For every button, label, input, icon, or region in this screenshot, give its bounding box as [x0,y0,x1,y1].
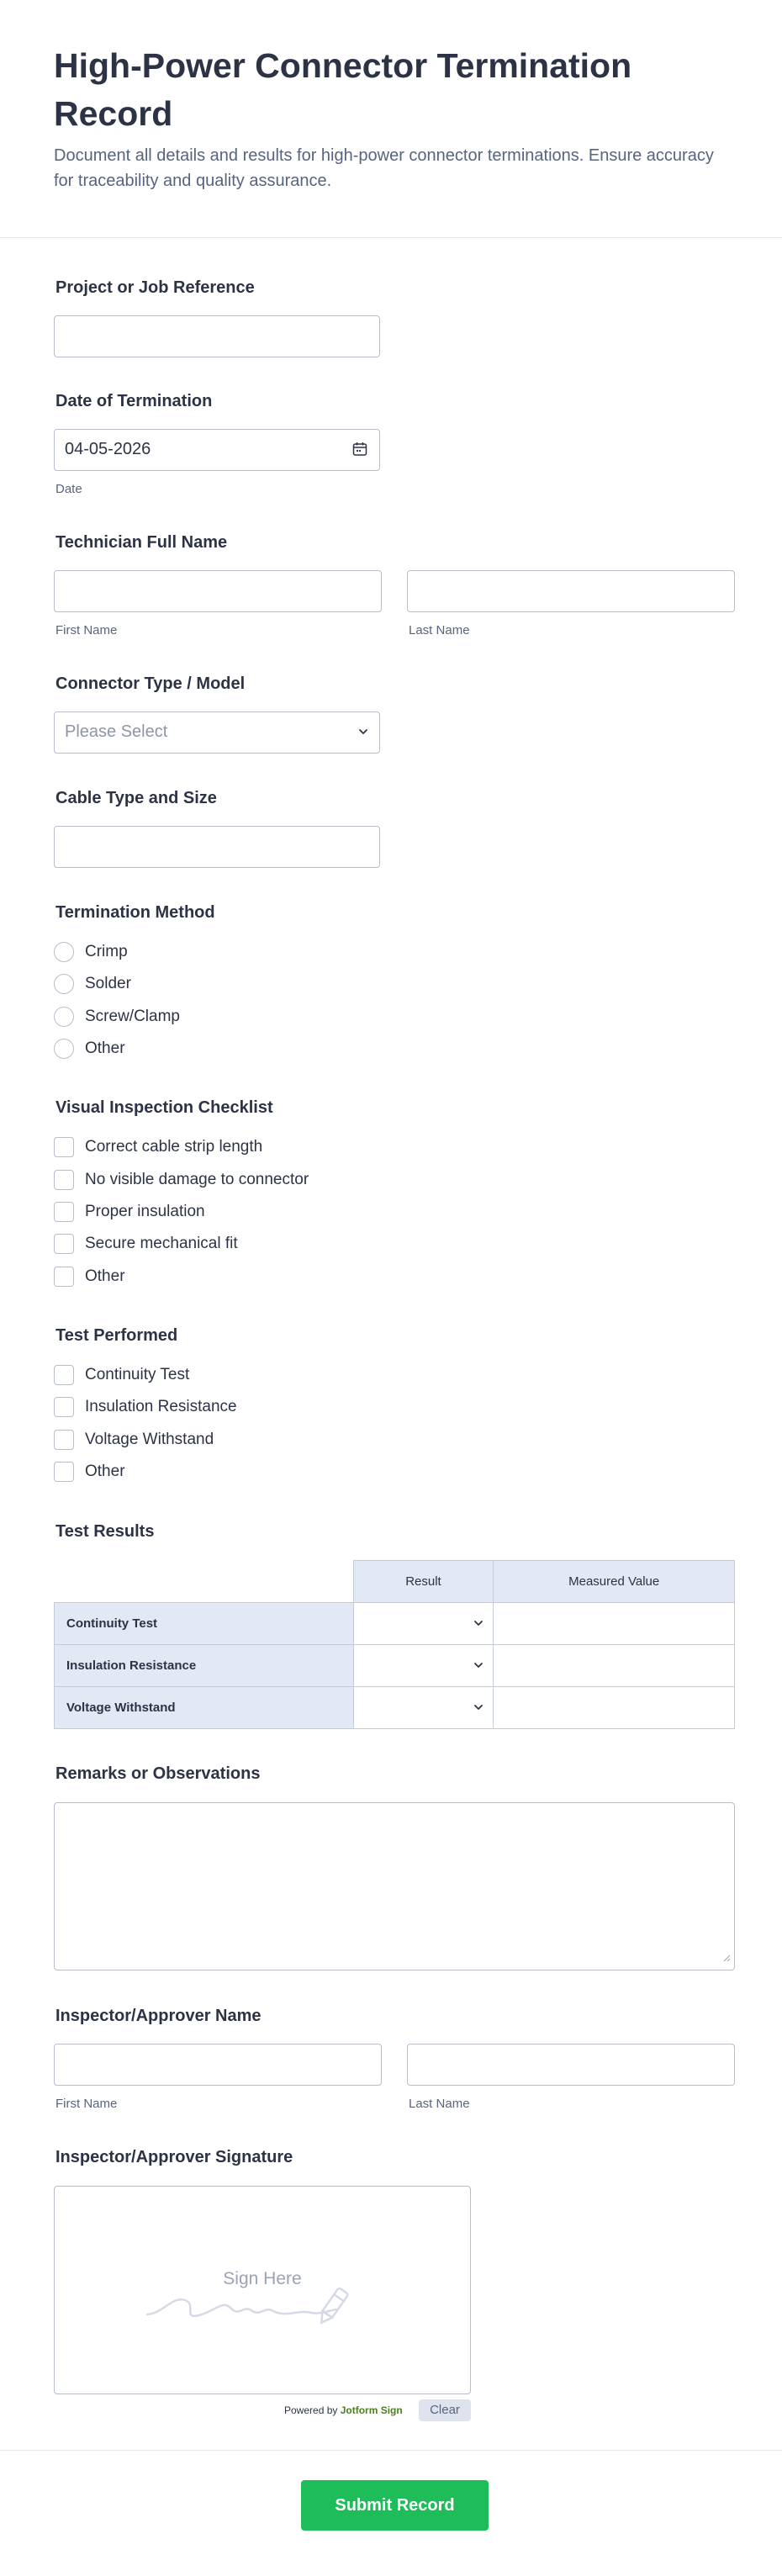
technician-last-sublabel: Last Name [409,623,470,637]
project-label: Project or Job Reference [55,278,255,297]
radio-label: Other [85,1039,125,1057]
connector-label: Connector Type / Model [55,674,246,693]
inspection-label: Visual Inspection Checklist [55,1098,273,1117]
checkbox-label: Proper insulation [85,1203,205,1220]
checkbox-inspection-other[interactable] [54,1267,74,1287]
result-dropdown[interactable] [353,1687,494,1729]
clear-signature-button[interactable]: Clear [419,2399,471,2421]
matrix-row-label: Continuity Test [55,1603,354,1645]
powered-by-text: Powered by [284,2404,338,2416]
project-input[interactable] [54,315,380,357]
footer-divider [0,2450,782,2451]
checkbox-tests-other[interactable] [54,1462,74,1482]
radio-solder[interactable] [54,974,74,994]
date-label: Date of Termination [55,392,213,410]
checkbox-voltage-withstand[interactable] [54,1430,74,1450]
jotform-sign-brand: Jotform Sign [340,2404,403,2416]
chevron-down-icon [357,726,369,742]
measured-value-input[interactable] [494,1603,735,1645]
technician-last-name-input[interactable] [407,570,735,612]
technician-first-sublabel: First Name [55,623,118,637]
calendar-icon[interactable] [352,442,367,461]
matrix-corner [55,1561,354,1603]
checkbox-insulation-resistance[interactable] [54,1397,74,1417]
checkbox-insulation[interactable] [54,1202,74,1222]
remarks-textarea[interactable] [54,1802,735,1970]
checkbox-label: Secure mechanical fit [85,1235,238,1252]
method-label: Termination Method [55,903,215,922]
tests-label: Test Performed [55,1326,178,1345]
matrix-col-measured: Measured Value [494,1561,735,1603]
checkbox-label: Voltage Withstand [85,1431,214,1448]
checkbox-label: Continuity Test [85,1366,190,1383]
inspector-label: Inspector/Approver Name [55,2007,262,2025]
inspector-first-sublabel: First Name [55,2097,118,2111]
form-header [0,0,782,238]
matrix-col-result: Result [353,1561,494,1603]
checkbox-label: No visible damage to connector [85,1171,309,1188]
inspector-last-sublabel: Last Name [409,2097,470,2111]
matrix-row-label: Voltage Withstand [55,1687,354,1729]
powered-by [284,2404,403,2416]
date-sublabel: Date [55,482,82,496]
chevron-down-icon [473,1617,484,1632]
checkbox-label: Other [85,1267,125,1285]
signature-label: Inspector/Approver Signature [55,2148,293,2166]
cable-input[interactable] [54,826,380,868]
checkbox-continuity[interactable] [54,1365,74,1385]
inspector-last-name-input[interactable] [407,2044,735,2086]
radio-label: Screw/Clamp [85,1008,180,1025]
checkbox-label: Correct cable strip length [85,1138,263,1156]
checkbox-label: Other [85,1463,125,1480]
connector-placeholder: Please Select [65,722,168,741]
form-description: Document all details and results for high-power connector terminations. Ensure accuracy for traceability and quality assurance. [54,146,714,190]
result-dropdown[interactable] [353,1603,494,1645]
radio-crimp[interactable] [54,942,74,962]
date-input[interactable] [54,429,380,471]
form-title: High-Power Connector Termination Record [54,46,632,133]
submit-button[interactable]: Submit Record [301,2480,489,2531]
matrix-row-label: Insulation Resistance [55,1645,354,1687]
measured-value-input[interactable] [494,1687,735,1729]
signature-placeholder: Sign Here [223,2269,302,2288]
radio-screw-clamp[interactable] [54,1007,74,1027]
signature-pad[interactable] [54,2186,471,2394]
chevron-down-icon [473,1701,484,1716]
inspector-first-name-input[interactable] [54,2044,382,2086]
checkbox-label: Insulation Resistance [85,1398,237,1415]
chevron-down-icon [473,1659,484,1674]
result-dropdown[interactable] [353,1645,494,1687]
form-body [0,238,782,2576]
remarks-label: Remarks or Observations [55,1764,261,1783]
radio-label: Solder [85,975,131,992]
radio-label: Crimp [85,943,128,960]
technician-first-name-input[interactable] [54,570,382,612]
technician-label: Technician Full Name [55,533,228,552]
cable-label: Cable Type and Size [55,789,217,807]
results-label: Test Results [55,1522,155,1541]
resize-handle-icon[interactable] [722,1951,731,1966]
results-matrix [54,1560,735,1729]
date-value: 04-05-2026 [65,440,151,458]
checkbox-no-damage[interactable] [54,1170,74,1190]
checkbox-strip-length[interactable] [54,1137,74,1157]
checkbox-mechanical-fit[interactable] [54,1234,74,1254]
radio-other[interactable] [54,1039,74,1059]
connector-select[interactable] [54,711,380,754]
measured-value-input[interactable] [494,1645,735,1687]
